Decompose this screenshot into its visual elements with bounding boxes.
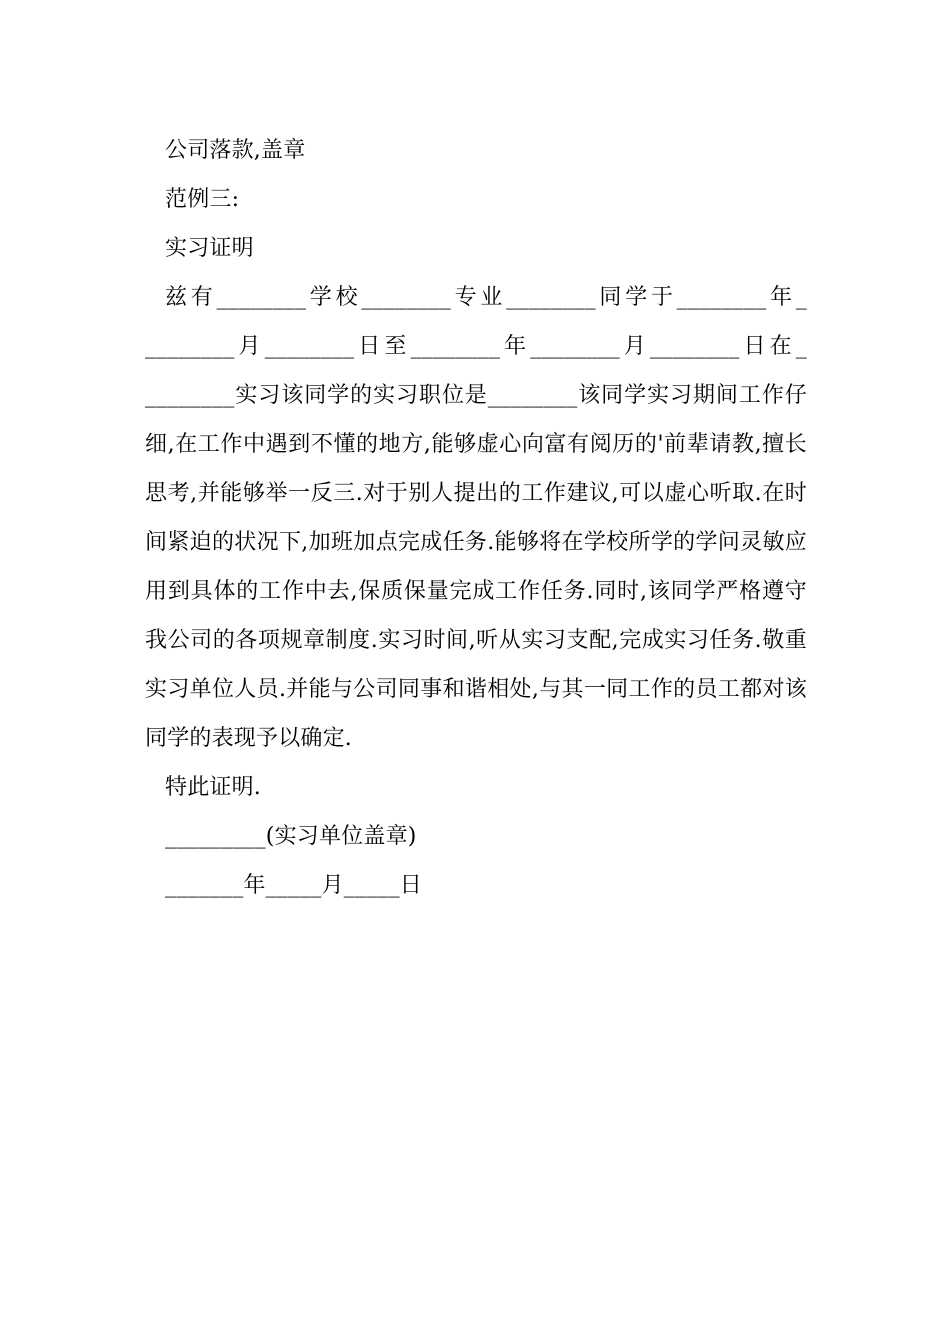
body-line: ________实习该同学的实习职位是________该同学实习期间工作仔 (145, 383, 807, 408)
body-line: 间紧迫的状况下,加班加点完成任务.能够将在学校所学的学问灵敏应 (145, 530, 807, 555)
hereby-certify-line: 特此证明. (165, 775, 261, 800)
certificate-body-paragraph (145, 273, 807, 763)
body-line: 兹有________学校________专业________同学于________年_ (165, 285, 807, 310)
date-line: _______年_____月_____日 (165, 873, 423, 898)
body-line: 我公司的各项规章制度.实习时间,听从实习支配,完成实习任务.敬重 (145, 628, 807, 653)
body-line: 用到具体的工作中去,保质保量完成工作任务.同时,该同学严格遵守 (145, 579, 807, 604)
body-line: 实习单位人员.并能与公司同事和谐相处,与其一同工作的员工都对该 (145, 677, 807, 702)
document-body (145, 126, 807, 910)
body-line: ________月________日至________年________月________日在_ (145, 334, 807, 359)
body-line: 细,在工作中遇到不懂的地方,能够虚心向富有阅历的'前辈请教,擅长 (145, 432, 807, 457)
company-stamp-line: 公司落款,盖章 (165, 138, 306, 163)
example-heading: 范例三: (165, 187, 240, 212)
unit-seal-line: _________(实习单位盖章) (165, 824, 417, 849)
body-line: 同学的表现予以确定. (145, 726, 352, 751)
certificate-title: 实习证明 (165, 236, 254, 261)
body-line: 思考,并能够举一反三.对于别人提出的工作建议,可以虚心听取.在时 (145, 481, 807, 506)
